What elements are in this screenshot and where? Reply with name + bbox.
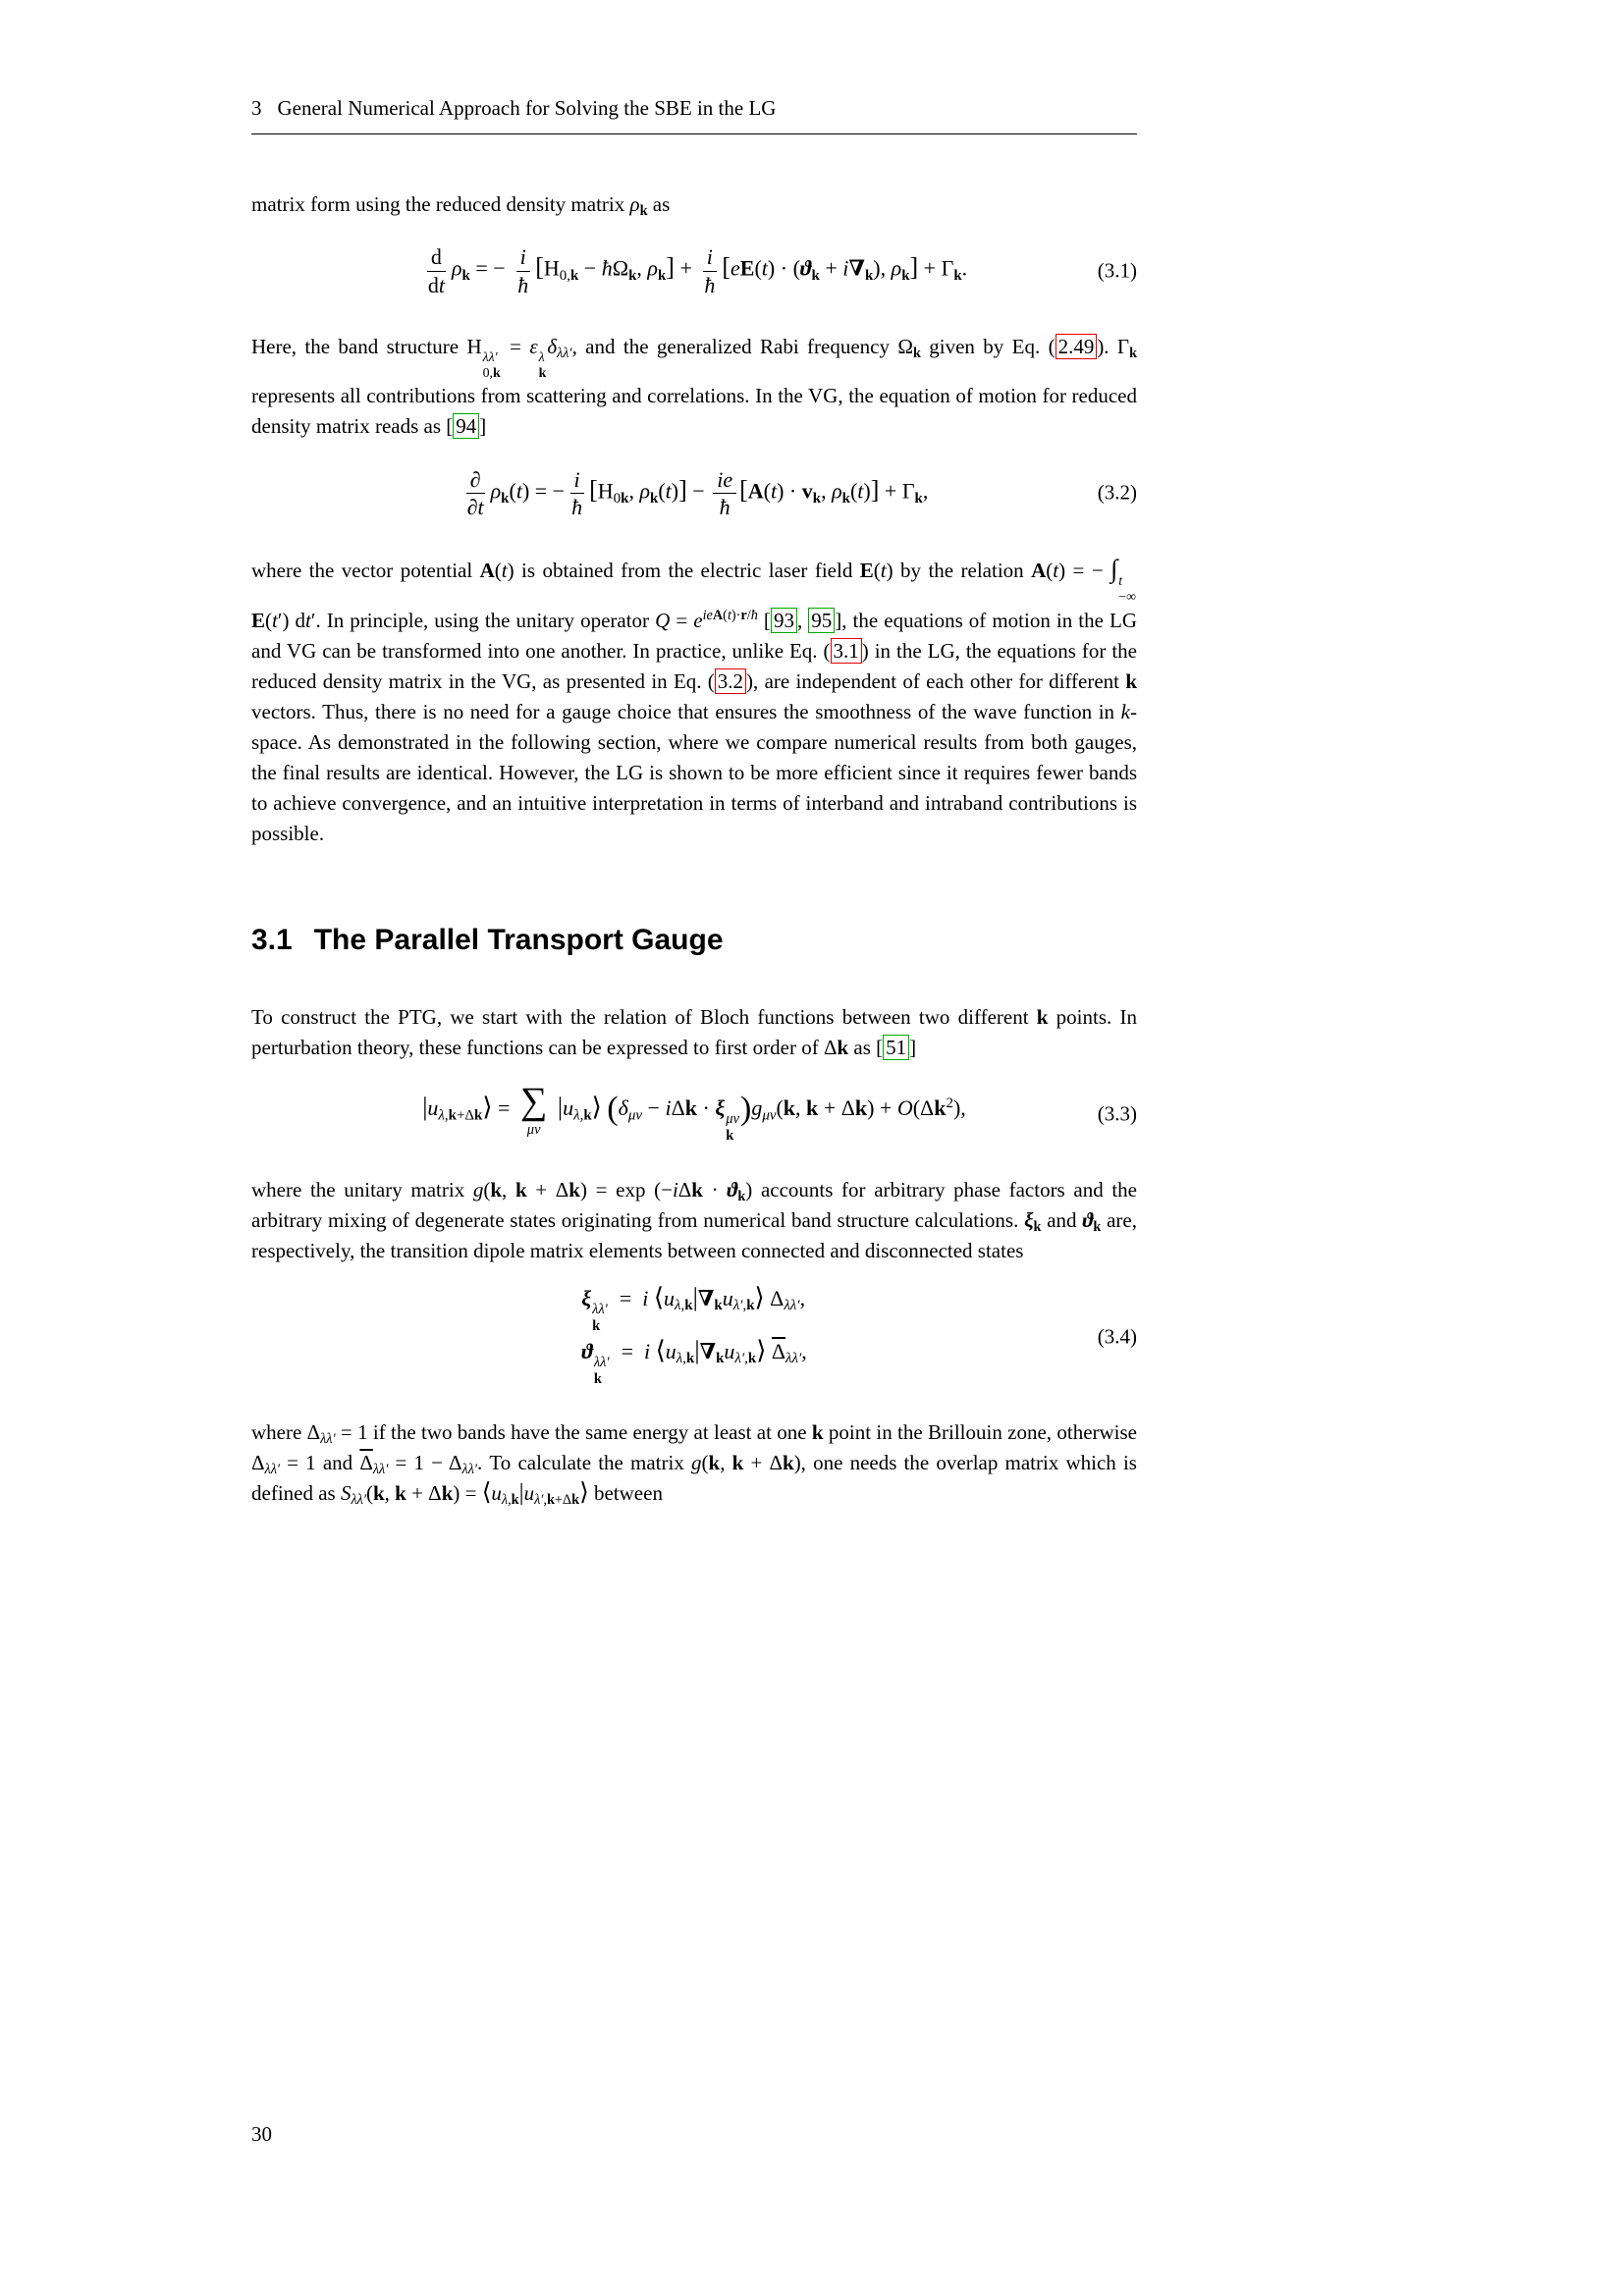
paragraph-unitary-matrix: where the unitary matrix g(k, $k + \Delta k) = \exp (-i\Delta k \cdot ϑ_k)$ accounts for arbitrary phase factors and the arbitrary mixing of degenerate states originating from numerical band structure calculations. $\xi_k$ and $ϑ_k$ are, respectively, the transition dipole matrix elements between connected and disconnected states bbox=[251, 1177, 1138, 1262]
equation-3-1-math: $\frac{d}{dt}$ $\rho_k$ = − $\frac{i}{ħ}$ [$H_{0,k}$ − $ħ\Omega_k$, $\rho_k$] + $\frac{i}{ħ}$ [$eE(t) \cdot (ϑ_k + i\nabla_k)$, $\rho_k] + \Gamma_k$. bbox=[427, 244, 968, 297]
equation-3-3-math: $|u_{\lambda,k+\Delta k}⟩$ = ∑ μν $|u_{\lambda,k}⟩$ ($\delta_{\mu\nu} - i\Delta k \cdot \xi$ μν k )$g_{\mu\nu}(k$, $k + \Delta k) + O(\Delta k^2)$, bbox=[422, 1080, 966, 1145]
equation-3-1 bbox=[251, 240, 1137, 302]
equation-3-4 bbox=[251, 1282, 1137, 1388]
equation-3-4-number: (3.4) bbox=[1097, 1324, 1137, 1349]
equation-3-3 bbox=[251, 1080, 1137, 1146]
equation-3-2 bbox=[251, 461, 1137, 524]
equation-3-1-number: (3.1) bbox=[1097, 258, 1137, 283]
equation-3-3-number: (3.3) bbox=[1097, 1101, 1137, 1126]
running-header bbox=[251, 96, 1137, 134]
equation-3-4-math: ξ λλ′ k = i $⟨u_{\lambda,k}|\nabla_ku_{\lambda',k}⟩$ $\Delta_{\lambda\lambda'}$, ϑ λλ′ k = i $⟨u_{\lambda,k}|\nabla_ku_{\lambda',k}⟩$ $\overline{\Delta}_{\lambda\lambda'}$, bbox=[581, 1282, 807, 1387]
section-number: 3.1 bbox=[251, 923, 293, 956]
chapter-title: General Numerical Approach for Solving the SBE in the LG bbox=[277, 96, 777, 120]
citation-93[interactable]: 93 bbox=[771, 608, 797, 633]
citation-51[interactable]: 51 bbox=[883, 1035, 909, 1060]
citation-94[interactable]: 94 bbox=[453, 413, 479, 439]
paragraph-band-structure: Here, the band structure H λλ′ 0,k = ε λ k $\delta_{\lambda\lambda'}$, and the generalized Rabi frequency $\Omega_k$ given by Eq. ( 2.49 ). $\Gamma_k$ represents all contributions from scattering and correlations. In the VG, the equation of motion for reduced density matrix reads as [ 94 ] bbox=[251, 335, 1137, 439]
paragraph-ptg-intro: To construct the PTG, we start with the relation of Bloch functions between two different k points. In perturbation theory, these functions can be expressed to first order of Δk as [ 51 ] bbox=[251, 1004, 1137, 1059]
section-heading bbox=[251, 924, 1137, 957]
equation-3-2-math: $\frac{\partial}{\partial t}$ $\rho_k(t)$ = − $\frac{i}{ħ}$ [$H_{0k}$, $\rho_k(t)$] − $\frac{ie}{ħ}$ [$A(t) \cdot v_k$, $\rho_k(t)] + \Gamma_k$, bbox=[466, 466, 929, 519]
page-number: 30 bbox=[251, 2122, 272, 2146]
eq-ref-3-1[interactable]: 3.1 bbox=[831, 638, 862, 664]
chapter-number: 3 bbox=[251, 96, 262, 120]
paragraph-vector-potential: where the vector potential A(t) is obtained from the electric laser field E(t) by the relation A(t) = − ∫ t −∞ E(t′) dt′. In principle, using the unitary operator $Q = e^{ieA(t)\cdot r/ħ}$ [ 93 , 95 ], the equations of motion in the LG and VG can be transformed into one another. In practice, unlike Eq. ( 3.1 ) in the LG, the equations for the reduced density matrix in the VG, as presented in Eq. ( 3.2 ), are independent of each other for different k vectors. Thus, there is no need for a gauge choice that ensures the smoothness of the wave function in k-space. As demonstrated in the following section, where we compare numerical results from both gauges, the final results are identical. However, the LG is shown to be more efficient since it requires fewer bands to achieve convergence, and an intuitive interpretation in terms of interband and intraband contributions is possible. bbox=[251, 555, 1138, 845]
eq-ref-2-49[interactable]: 2.49 bbox=[1056, 334, 1098, 359]
citation-95[interactable]: 95 bbox=[808, 608, 835, 633]
equation-3-2-number: (3.2) bbox=[1097, 480, 1137, 505]
paragraph-delta-definition: where $\Delta_{\lambda\lambda'} = 1$ if the two bands have the same energy at least at one k point in the Brillouin zone, otherwise $\Delta_{\lambda\lambda'} = 1$ and $\overline{\Delta}_{\lambda\lambda'} = 1 - \Delta_{\lambda\lambda'}$. To calculate the matrix g(k, k + Δk), one needs the overlap matrix which is defined as $S_{\lambda\lambda'}(k$, $k + \Delta k) = ⟨u_{\lambda,k}|u_{\lambda',k+\Delta k}⟩$ between bbox=[251, 1420, 1138, 1509]
section-title: The Parallel Transport Gauge bbox=[313, 923, 724, 956]
eq-ref-3-2[interactable]: 3.2 bbox=[715, 668, 746, 694]
paragraph-intro: matrix form using the reduced density matrix $\rho_k$ as bbox=[251, 192, 671, 219]
page-content bbox=[251, 96, 1137, 1509]
